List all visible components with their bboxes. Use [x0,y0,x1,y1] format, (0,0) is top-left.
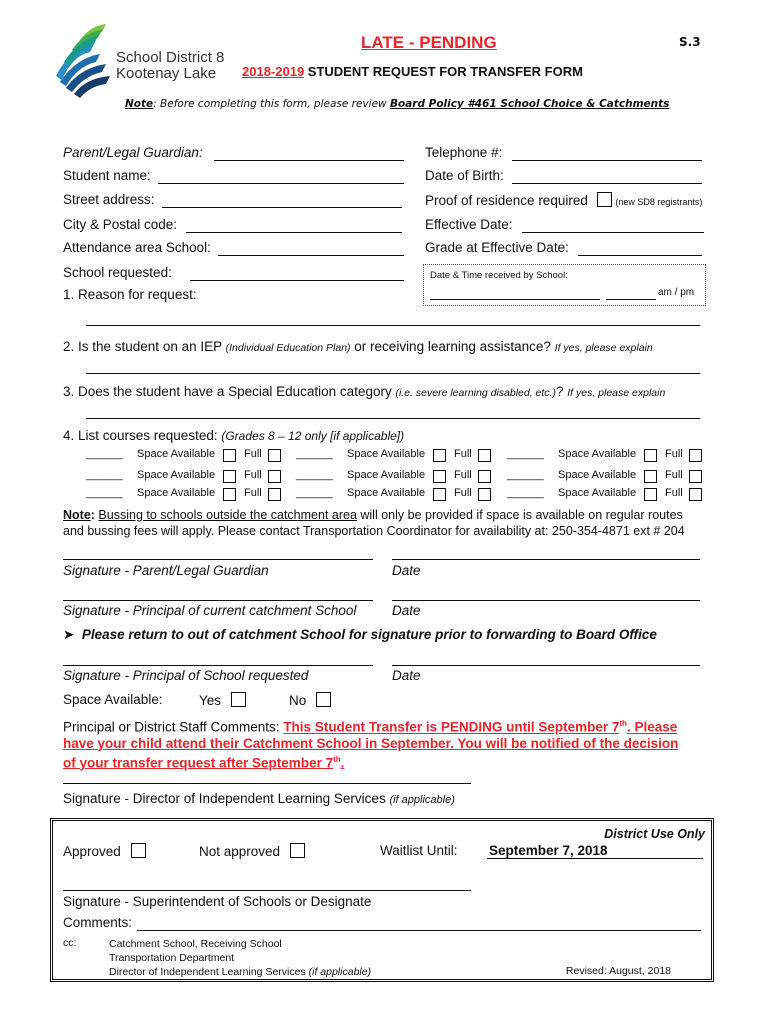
director-signature-line[interactable] [63,783,471,784]
course-input[interactable]: ______ [507,469,544,481]
course-input[interactable]: ______ [296,469,333,481]
space-available-checkbox[interactable] [223,488,236,501]
policy-note: Note: Before completing this form, please review Board Policy #461 School Choice & Catchments [125,98,670,110]
ampm-label: am / pm [658,287,695,298]
dob-input[interactable] [512,183,702,184]
full-checkbox[interactable] [689,470,702,483]
parent-input[interactable] [214,160,404,161]
q2-label: 2. Is the student on an IEP (Individual Education Plan) or receiving learning assistance? If yes, please explain [63,339,653,354]
space-yes: Yes [199,692,246,708]
policy-link[interactable]: Board Policy #461 School Choice & Catchments [389,98,670,110]
not-approved-checkbox[interactable] [290,843,305,858]
waitlist-label: Waitlist Until: [380,843,458,858]
requested-principal-date-line[interactable] [392,665,700,666]
attendance-input[interactable] [218,255,404,256]
space-available-label: Space Available [558,469,637,481]
course-input[interactable]: ______ [86,487,123,499]
full-label: Full [244,469,262,481]
parent-date-line[interactable] [392,559,700,560]
space-yes-checkbox[interactable] [231,692,246,707]
grade-input[interactable] [578,255,702,256]
current-principal-signature-line[interactable] [63,600,373,601]
attendance-label: Attendance area School: [63,240,211,255]
space-available-label: Space Available [347,469,426,481]
space-available-label: Space Available [137,487,216,499]
director-signature-label: Signature - Director of Independent Learning Services (if applicable) [63,791,455,806]
city-input[interactable] [186,232,402,233]
full-checkbox[interactable] [478,449,491,462]
full-label: Full [454,469,472,481]
cc-label: cc: [63,937,77,949]
space-no-checkbox[interactable] [316,692,331,707]
form-title-text: STUDENT REQUEST FOR TRANSFER FORM [304,64,583,79]
space-available-label: Space Available [347,448,426,460]
requested-principal-label: Signature - Principal of School requested [63,668,309,683]
requested-principal-date-label: Date [392,668,421,683]
full-label: Full [454,448,472,460]
space-available-checkbox[interactable] [223,449,236,462]
approved-checkbox[interactable] [131,843,146,858]
requested-principal-signature-line[interactable] [63,665,373,666]
district-comments-input[interactable] [137,930,701,931]
revised-date: Revised: August, 2018 [565,965,671,977]
q3-input[interactable] [86,418,700,419]
proof-checkbox[interactable] [597,192,612,207]
superintendent-label: Signature - Superintendent of Schools or Designate [63,894,372,909]
space-available-checkbox[interactable] [433,488,446,501]
bussing-note: Note: Bussing to schools outside the catchment area will only be provided if space is available on regular routes and bussing fees will apply. Please contact Transportation Coordinator for availability at: 250-354-4871 ext # 204 [63,508,685,538]
form-title [242,64,583,79]
waitlist-value[interactable]: September 7, 2018 [487,843,703,859]
district-logo [50,18,230,98]
effective-label: Effective Date: [425,217,513,232]
course-input[interactable]: ______ [86,469,123,481]
course-input[interactable]: ______ [507,487,544,499]
received-time-input[interactable] [606,299,656,300]
space-available-label: Space Available [137,448,216,460]
district-comments-label: Comments: [63,915,133,930]
course-input[interactable]: ______ [507,448,544,460]
space-available-label: Space Available [347,487,426,499]
space-available-checkbox[interactable] [644,449,657,462]
form-code: S.3 [679,35,701,49]
not-approved: Not approved [199,843,305,859]
student-label: Student name: [63,168,151,183]
superintendent-signature-line[interactable] [63,890,471,891]
full-label: Full [244,487,262,499]
course-input[interactable]: ______ [296,448,333,460]
street-label: Street address: [63,192,155,207]
received-box [423,264,706,306]
full-label: Full [454,487,472,499]
return-note: ➤ Please return to out of catchment School for signature prior to forwarding to Board Office [63,627,657,642]
student-input[interactable] [158,183,404,184]
parent-label: Parent/Legal Guardian: [63,145,203,160]
current-principal-date-label: Date [392,603,421,618]
space-available-checkbox[interactable] [433,470,446,483]
space-available-checkbox[interactable] [644,470,657,483]
space-available-label: Space Available [558,487,637,499]
received-date-input[interactable] [430,299,600,300]
district-use-box [50,818,714,982]
q4-label: 4. List courses requested: (Grades 8 – 12 only [if applicable]) [63,428,405,443]
full-checkbox[interactable] [268,449,281,462]
full-label: Full [244,448,262,460]
space-no: No [289,692,331,708]
district-use-title: District Use Only [604,827,705,841]
street-input[interactable] [162,207,402,208]
parent-date-label: Date [392,563,421,578]
logo-mark-icon [50,18,116,98]
status-title: LATE - PENDING [361,33,497,52]
proof-label: Proof of residence required (new SD8 registrants) [425,193,703,208]
q1-input[interactable] [86,325,700,326]
q2-input[interactable] [86,373,700,374]
full-label: Full [665,487,683,499]
grade-label: Grade at Effective Date: [425,240,569,255]
logo-line-2: Kootenay Lake [116,65,217,82]
full-checkbox[interactable] [268,470,281,483]
current-principal-date-line[interactable] [392,600,700,601]
school-requested-label: School requested: [63,265,172,280]
space-available-checkbox[interactable] [433,449,446,462]
parent-signature-label: Signature - Parent/Legal Guardian [63,563,269,578]
parent-signature-line[interactable] [63,559,373,560]
space-available-label: Space Available: [63,692,163,707]
space-available-checkbox[interactable] [644,488,657,501]
course-input[interactable]: ______ [296,487,333,499]
full-checkbox[interactable] [689,449,702,462]
space-available-label: Space Available [137,469,216,481]
cc-list: Catchment School, Receiving School Transportation Department Director of Independent Learning Services (if applicable) [109,938,372,978]
received-label: Date & Time received by School: [430,270,568,281]
school-requested-input[interactable] [190,280,404,281]
q3-label: 3. Does the student have a Special Education category (i.e. severe learning disabled, etc.)? If yes, please explain [63,384,666,399]
city-label: City & Postal code: [63,217,178,232]
school-year: 2018-2019 [242,64,305,79]
arrow-bullet-icon: ➤ [63,627,75,642]
effective-input[interactable] [522,232,704,233]
full-checkbox[interactable] [478,470,491,483]
telephone-input[interactable] [512,160,702,161]
q1-label: 1. Reason for request: [63,287,197,302]
full-checkbox[interactable] [268,488,281,501]
full-label: Full [665,448,683,460]
full-checkbox[interactable] [478,488,491,501]
space-available-label: Space Available [558,448,637,460]
space-available-checkbox[interactable] [223,470,236,483]
dob-label: Date of Birth: [425,168,504,183]
approved: Approved [63,843,146,859]
current-principal-label: Signature - Principal of current catchment School [63,603,357,618]
full-checkbox[interactable] [689,488,702,501]
staff-comments: Principal or District Staff Comments: This Student Transfer is PENDING until September 7th. Please have your child attend their Catchment School in September. You will be notified of the decision of your transfer request after September 7th. [63,719,679,770]
telephone-label: Telephone #: [425,145,503,160]
course-input[interactable]: ______ [86,448,123,460]
logo-line-1: School District 8 [116,49,225,66]
full-label: Full [665,469,683,481]
